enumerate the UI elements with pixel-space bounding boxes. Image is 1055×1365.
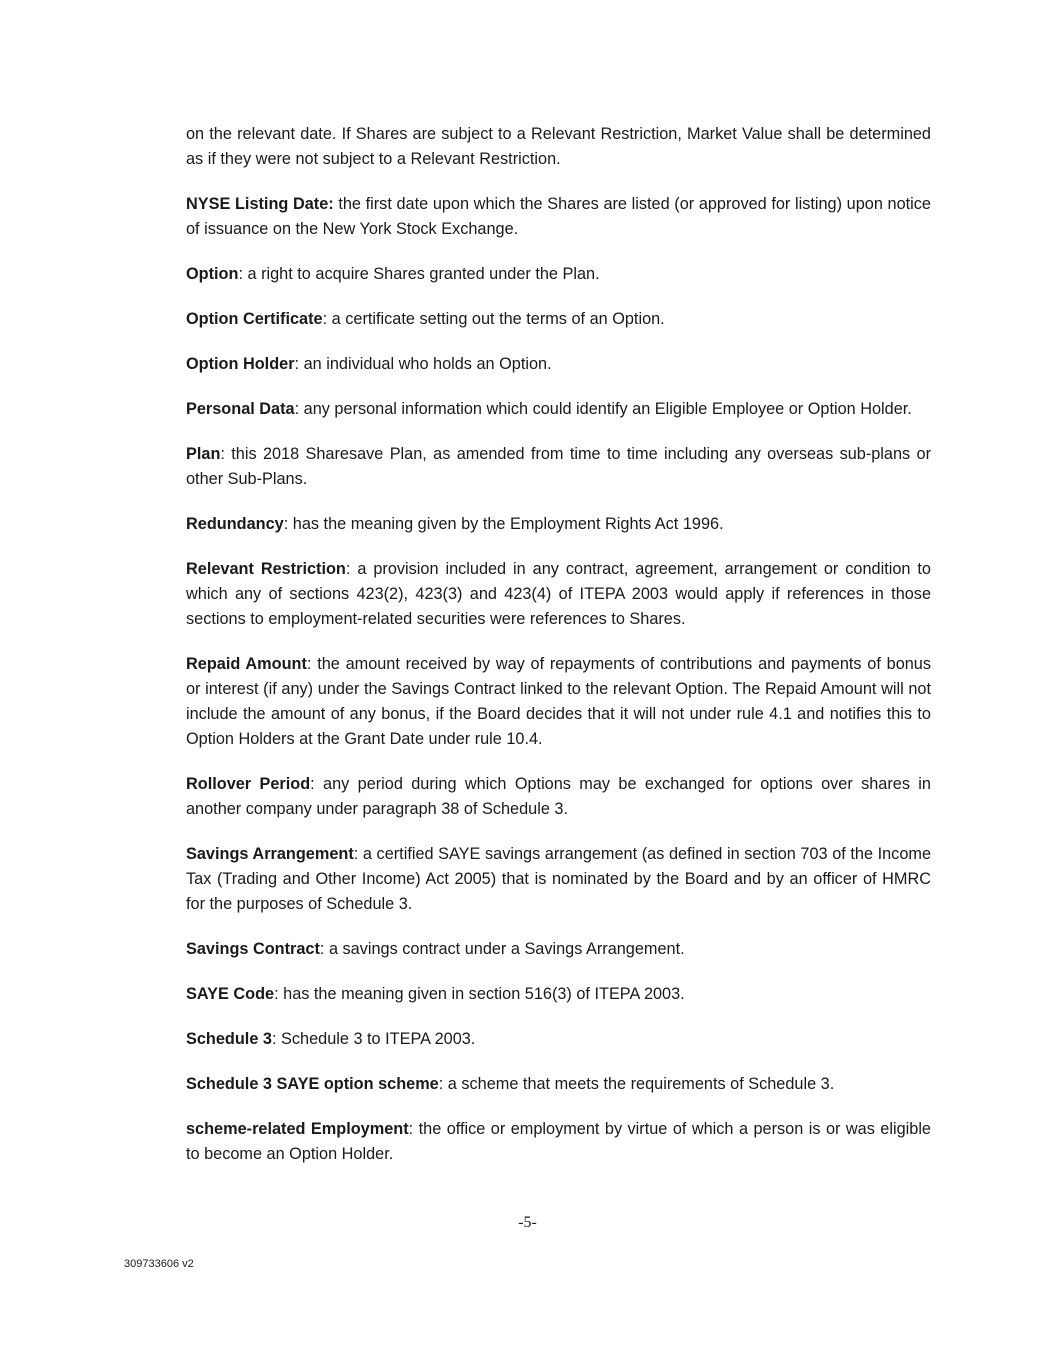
definition-separator: : <box>220 445 225 463</box>
definition-paragraph <box>186 772 931 822</box>
definition-paragraph <box>186 652 931 752</box>
definition-paragraph <box>186 397 931 422</box>
definition-separator: : <box>438 1075 444 1093</box>
definition-paragraph <box>186 982 931 1007</box>
definition-term: Relevant Restriction <box>186 560 346 578</box>
definition-separator: : <box>306 655 312 673</box>
definition-term: Option <box>186 265 239 283</box>
definition-paragraph <box>186 122 931 172</box>
definition-paragraph <box>186 1117 931 1167</box>
definition-paragraph <box>186 442 931 492</box>
definition-term: Rollover Period <box>186 775 311 793</box>
definition-term: SAYE Code <box>186 985 275 1003</box>
definition-text: this 2018 Sharesave Plan, as amended from time to time including any overseas sub-plans or other Sub-Plans. <box>186 445 931 488</box>
definition-term: Savings Arrangement <box>186 845 354 863</box>
definition-text: a certificate setting out the terms of an Option. <box>327 310 665 328</box>
definition-paragraph <box>186 307 931 332</box>
definition-paragraph <box>186 512 931 537</box>
definition-text: any period during which Options may be exchanged for options over shares in another company under paragraph 38 of Schedule 3. <box>186 775 931 818</box>
definition-text: a scheme that meets the requirements of Schedule 3. <box>443 1075 835 1093</box>
definition-text: Schedule 3 to ITEPA 2003. <box>276 1030 476 1048</box>
definition-separator: : <box>319 940 325 958</box>
definition-text: has the meaning given by the Employment Rights Act 1996. <box>288 515 724 533</box>
definition-separator: : <box>294 400 300 418</box>
definition-text: on the relevant date. If Shares are subject to a Relevant Restriction, Market Value shall be determined as if they were not subject to a Relevant Restriction. <box>186 125 931 168</box>
definition-term: scheme-related Employment <box>186 1120 409 1138</box>
definition-text: the office or employment by virtue of which a person is or was eligible to become an Option Holder. <box>186 1120 931 1163</box>
definition-text: a right to acquire Shares granted under the Plan. <box>242 265 600 283</box>
definition-text: the first date upon which the Shares are listed (or approved for listing) upon notice of issuance on the New York Stock Exchange. <box>186 195 931 238</box>
definition-paragraph <box>186 937 931 962</box>
definition-paragraph <box>186 1072 931 1097</box>
definition-term: Schedule 3 SAYE option scheme <box>186 1075 439 1093</box>
definitions-list <box>186 122 931 1187</box>
definition-separator: : <box>283 515 289 533</box>
definition-separator: : <box>271 1030 277 1048</box>
definition-term: Plan <box>186 445 221 463</box>
definition-separator: : <box>322 310 328 328</box>
definition-term: Personal Data <box>186 400 295 418</box>
definition-text: a provision included in any contract, agreement, arrangement or condition to which any of sections 423(2), 423(3) and 423(4) of ITEPA 2003 would apply if references in those sections to employment-related securities were references to Shares. <box>186 560 931 628</box>
definition-separator: : <box>274 985 279 1003</box>
document-id: 309733606 v2 <box>124 1258 194 1270</box>
definition-paragraph <box>186 842 931 917</box>
definition-text: a savings contract under a Savings Arrangement. <box>324 940 685 958</box>
definition-term: Repaid Amount <box>186 655 307 673</box>
definition-term: Schedule 3 <box>186 1030 272 1048</box>
definition-text: any personal information which could identify an Eligible Employee or Option Holder. <box>299 400 912 418</box>
page-number: -5- <box>518 1214 537 1231</box>
definition-paragraph <box>186 262 931 287</box>
definition-text: an individual who holds an Option. <box>299 355 552 373</box>
definition-term: Option Holder <box>186 355 295 373</box>
definition-text: a certified SAYE savings arrangement (as defined in section 703 of the Income Tax (Trading and Other Income) Act 2005) that is nominated by the Board and by an officer of HMRC for the purposes of Schedule 3. <box>186 845 931 913</box>
definition-text: the amount received by way of repayments of contributions and payments of bonus or interest (if any) under the Savings Contract linked to the relevant Option. The Repaid Amount will not include the amount of any bonus, if the Board decides that it will not under rule 4.1 and notifies this to Option Holders at the Grant Date under rule 10.4. <box>186 655 931 748</box>
definition-term: Redundancy <box>186 515 284 533</box>
definition-term: Option Certificate <box>186 310 323 328</box>
definition-separator: : <box>353 845 359 863</box>
definition-separator: : <box>294 355 300 373</box>
definition-separator: : <box>408 1120 414 1138</box>
definition-separator: : <box>345 560 351 578</box>
definition-term: Savings Contract <box>186 940 320 958</box>
definition-separator: : <box>238 265 243 283</box>
definition-paragraph <box>186 1027 931 1052</box>
definition-paragraph <box>186 557 931 632</box>
definition-term: NYSE Listing Date: <box>186 195 334 213</box>
definition-text: has the meaning given in section 516(3) of ITEPA 2003. <box>278 985 685 1003</box>
definition-paragraph <box>186 192 931 242</box>
definition-separator: : <box>310 775 315 793</box>
definition-paragraph <box>186 352 931 377</box>
